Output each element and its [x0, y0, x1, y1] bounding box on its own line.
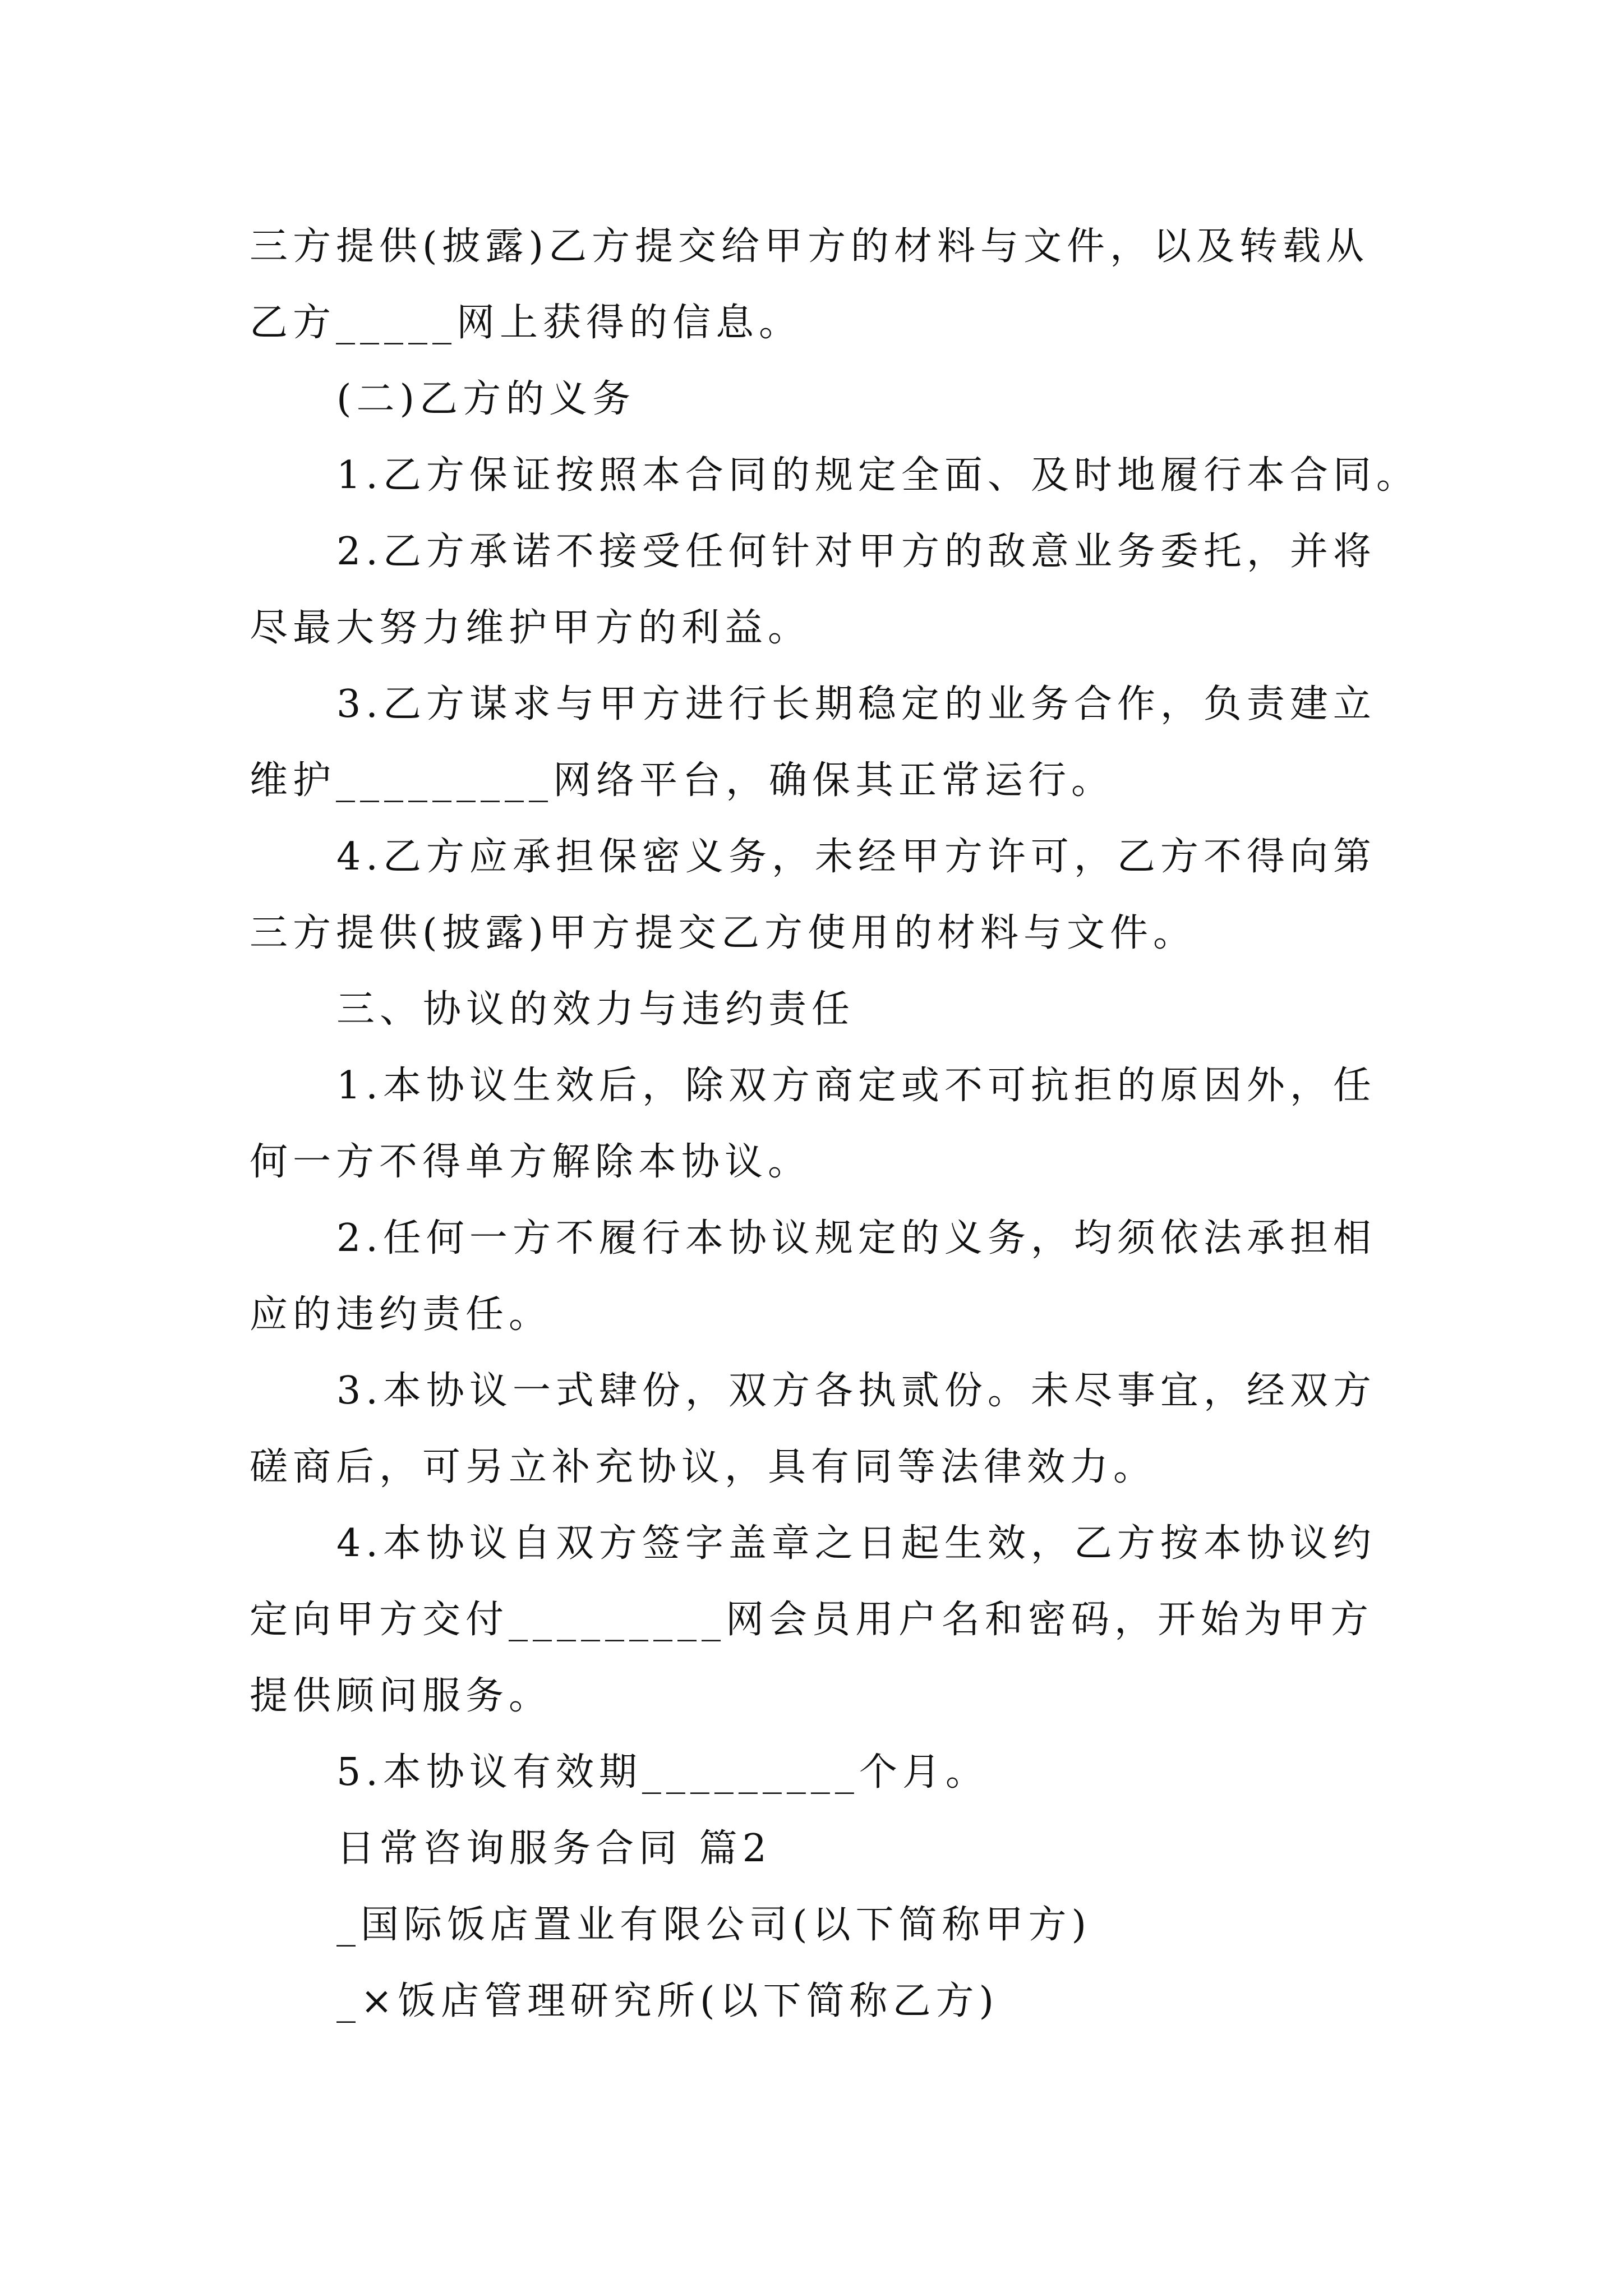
text-line-6: 尽最大努力维护甲方的利益。 — [250, 606, 811, 650]
text-line-15: 应的违约责任。 — [250, 1292, 552, 1337]
text-line-20: 提供顾问服务。 — [250, 1674, 552, 1718]
text-line-14: 2.任何一方不履行本协议规定的义务，均须依法承担相 — [336, 1216, 1376, 1260]
section-heading-obligations: (二)乙方的义务 — [336, 377, 636, 421]
text-line-10: 三方提供(披露)甲方提交乙方使用的材料与文件。 — [250, 911, 1197, 955]
text-line-16: 3.本协议一式肆份，双方各执贰份。未尽事宜，经双方 — [336, 1369, 1376, 1413]
text-line-12: 1.本协议生效后，除双方商定或不可抗拒的原因外，任 — [336, 1064, 1376, 1108]
text-line-18: 4.本协议自双方签字盖章之日起生效，乙方按本协议约 — [336, 1521, 1376, 1566]
party-a-line: _国际饭店置业有限公司(以下简称甲方) — [336, 1903, 1092, 1947]
text-line-17: 磋商后，可另立补充协议，具有同等法律效力。 — [250, 1445, 1157, 1489]
text-line-21: 5.本协议有效期_________个月。 — [336, 1750, 989, 1795]
contract-title-part-2: 日常咨询服务合同 篇2 — [336, 1826, 772, 1871]
text-line-4: 1.乙方保证按照本合同的规定全面、及时地履行本合同。 — [336, 453, 1419, 498]
text-line-13: 何一方不得单方解除本协议。 — [250, 1140, 811, 1184]
text-line-19: 定向甲方交付_________网会员用户名和密码，开始为甲方 — [250, 1598, 1374, 1642]
text-line-9: 4.乙方应承担保密义务，未经甲方许可，乙方不得向第 — [336, 835, 1376, 879]
text-line-8: 维护_________网络平台，确保其正常运行。 — [250, 758, 1115, 803]
party-b-line: _×饭店管理研究所(以下简称乙方) — [336, 1979, 999, 2023]
text-line-5: 2.乙方承诺不接受任何针对甲方的敌意业务委托，并将 — [336, 530, 1376, 574]
text-line-1: 三方提供(披露)乙方提交给甲方的材料与文件，以及转载从 — [250, 224, 1370, 269]
section-heading-validity: 三、协议的效力与违约责任 — [336, 987, 855, 1032]
text-line-7: 3.乙方谋求与甲方进行长期稳定的业务合作，负责建立 — [336, 682, 1376, 726]
text-line-2: 乙方_____网上获得的信息。 — [250, 301, 803, 345]
